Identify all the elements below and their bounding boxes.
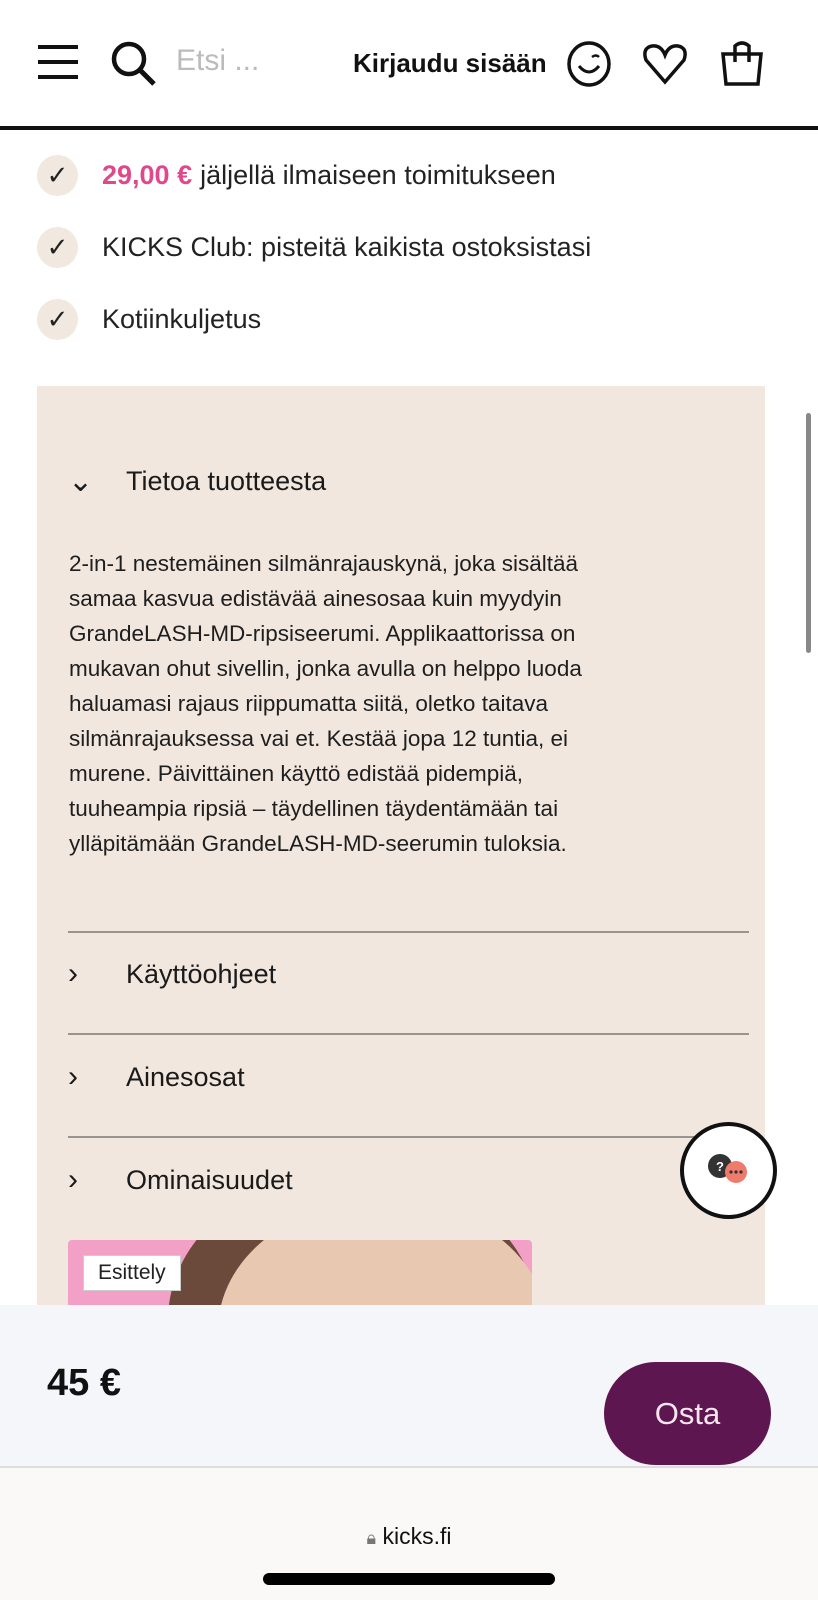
lock-icon: 🔒︎: [366, 1528, 377, 1548]
accordion-features[interactable]: [68, 1163, 293, 1197]
description-line: murene. Päivittäinen käyttö edistää pidempiä,: [69, 761, 524, 786]
chat-bubbles-icon: [704, 1150, 756, 1194]
buy-button[interactable]: Osta: [604, 1362, 771, 1465]
home-indicator: [263, 1573, 555, 1585]
svg-text:?: ?: [716, 1159, 724, 1174]
wishlist-heart-icon[interactable]: [640, 42, 690, 86]
divider: [68, 931, 749, 933]
accordion-title: Tietoa tuotteesta: [126, 466, 327, 496]
login-link[interactable]: Kirjaudu sisään: [353, 48, 547, 78]
product-price: 45 €: [47, 1362, 121, 1404]
url-text: kicks.fi: [382, 1523, 452, 1549]
description-line: GrandeLASH-MD-ripsiseerumi. Applikaattorissa on: [69, 621, 576, 646]
perk-free-shipping: [37, 155, 556, 196]
description-line: 2-in-1 nestemäinen silmänrajauskynä, joka sisältää: [69, 551, 579, 576]
perk-text: Kotiinkuljetus: [102, 304, 262, 334]
accordion-product-info[interactable]: [68, 464, 326, 499]
divider: [68, 1136, 749, 1138]
chevron-right-icon: ›: [68, 957, 78, 990]
chevron-down-icon: ⌄: [68, 465, 94, 498]
accordion-ingredients[interactable]: [68, 1060, 245, 1094]
product-info-panel: [37, 386, 765, 1386]
accordion-usage[interactable]: [68, 957, 276, 991]
check-icon: ✓: [37, 299, 78, 340]
chat-button[interactable]: [680, 1122, 777, 1219]
check-icon: ✓: [37, 155, 78, 196]
cart-bag-icon[interactable]: [718, 38, 766, 88]
search-input[interactable]: Etsi ...: [176, 44, 260, 77]
description-line: haluamasi rajaus riippumatta siitä, oletko taitava: [69, 691, 548, 716]
accordion-title: Käyttöohjeet: [126, 958, 277, 989]
check-icon: ✓: [37, 227, 78, 268]
accordion-title: Ainesosat: [126, 1061, 245, 1092]
description-line: ylläpitämään GrandeLASH-MD-seerumin tuloksia.: [69, 831, 567, 856]
perk-text: jäljellä ilmaiseen toimitukseen: [200, 160, 556, 190]
description-line: silmänrajauksessa vai et. Kestää jopa 12 tuntia, ei: [69, 726, 569, 751]
accordion-title: Ominaisuudet: [126, 1164, 293, 1195]
site-header: [0, 0, 818, 130]
product-description: [69, 546, 739, 861]
description-line: tuuheampia ripsiä – täydellinen täydentämään tai: [69, 796, 559, 821]
chevron-right-icon: ›: [68, 1163, 78, 1196]
description-line: mukavan ohut sivellin, jonka avulla on helppo luoda: [69, 656, 582, 681]
description-line: samaa kasvua edistävää ainesosaa kuin myydyin: [69, 586, 562, 611]
divider: [68, 1033, 749, 1035]
perk-kicks-club: [37, 227, 591, 268]
scrollbar[interactable]: [806, 413, 811, 653]
menu-icon[interactable]: [38, 43, 80, 81]
account-smiley-icon[interactable]: [566, 40, 612, 88]
url-bar[interactable]: [0, 1523, 818, 1550]
perk-text: KICKS Club: pisteitä kaikista ostoksistasi: [102, 232, 592, 262]
search-icon[interactable]: [110, 40, 158, 88]
perk-home-delivery: [37, 299, 261, 340]
promo-badge: Esittely: [83, 1255, 181, 1291]
chevron-right-icon: ›: [68, 1060, 78, 1093]
remaining-amount: 29,00 €: [102, 160, 193, 190]
